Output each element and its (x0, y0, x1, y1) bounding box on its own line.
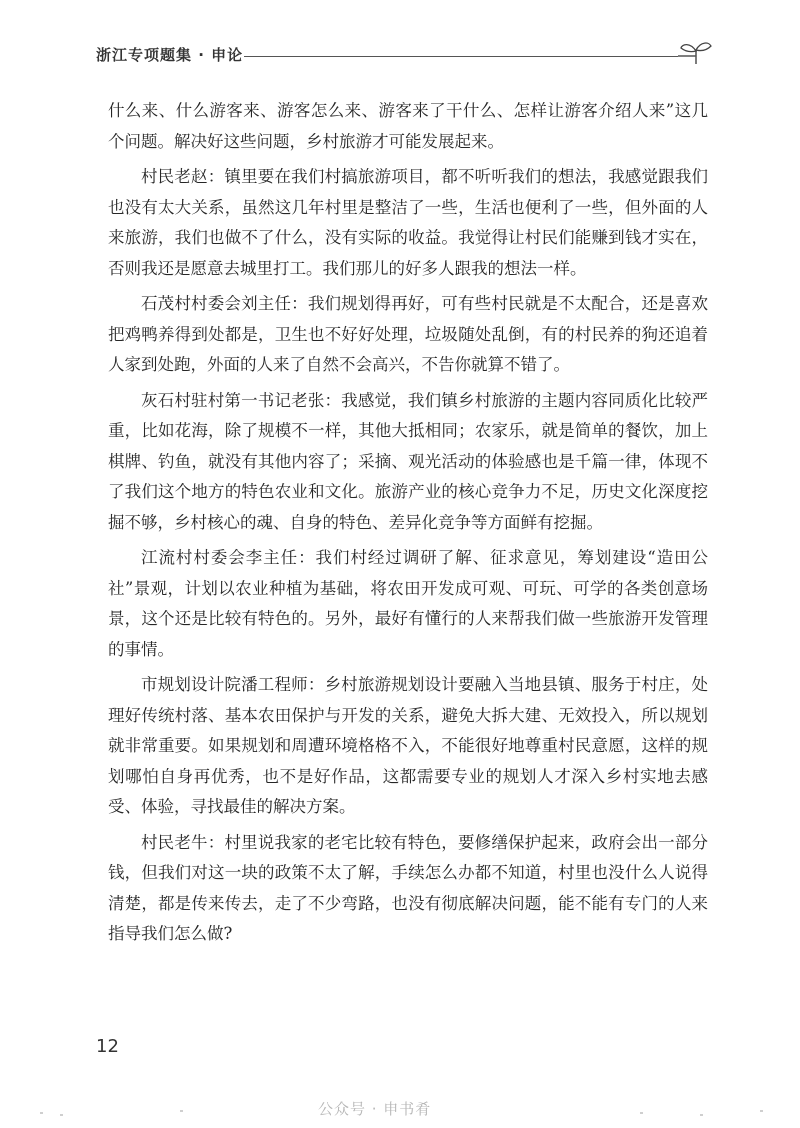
header-divider-line (244, 56, 678, 57)
scan-speck (180, 1110, 183, 1112)
paragraph-villager-niu: 村民老牛：村里说我家的老宅比较有特色，要修缮保护起来，政府会出一部分钱，但我们对这一块的政策不太了解，手续怎么办都不知道，村里也没什么人说得清楚，都是传来传去，走了不少弯路，也没有彻底解决问题，能不能有专门的人来指导我们怎么做? (108, 832, 708, 943)
sprout-icon (678, 38, 714, 68)
scan-speck (640, 1112, 643, 1114)
scan-speck (760, 1110, 763, 1112)
body-text (108, 96, 708, 955)
running-header (96, 38, 720, 78)
scan-watermark: 公众号 · 申书肴 (318, 1100, 432, 1118)
paragraph-huishi-zhang: 灰石村驻村第一书记老张：我感觉，我们镇乡村旅游的主题内容同质化比较严重，比如花海，除了规模不一样，其他大抵相同；农家乐，就是简单的餐饮，加上棋牌、钓鱼，就没有其他内容了；采摘、观光活动的体验感也是千篇一律，体现不了我们这个地方的特色农业和文化。旅游产业的核心竞争力不足，历史文化深度挖掘不够，乡村核心的魂、自身的特色、差异化竞争等方面鲜有挖掘。 (108, 390, 708, 532)
book-title: 浙江专项题集 · 申论 (96, 46, 244, 64)
paragraph-engineer-pan: 市规划设计院潘工程师：乡村旅游规划设计要融入当地县镇、服务于村庄，处理好传统村落、基本农田保护与开发的关系，避免大拆大建、无效投入，所以规划就非常重要。如果规划和周遭环境格格不入，不能很好地尊重村民意愿，这样的规划哪怕自身再优秀，也不是好作品，这都需要专业的规划人才深入乡村实地去感受、体验，寻找最佳的解决方案。 (108, 675, 708, 816)
scan-speck (40, 1112, 43, 1114)
page-number: 12 (96, 1036, 119, 1057)
scan-speck (60, 1114, 63, 1116)
paragraph-villager-zhao: 村民老赵：镇里要在我们村搞旅游项目，都不听听我们的想法，我感觉跟我们也没有太大关系，虽然这几年村里是整洁了一些，生活也便利了一些，但外面的人来旅游，我们也做不了什么，没有实际的收益。我觉得让村民们能赚到钱才实在，否则我还是愿意去城里打工。我们那儿的好多人跟我的想法一样。 (108, 167, 708, 278)
paragraph-jiangliu-li: 江流村村委会李主任：我们村经过调研了解、征求意见，筹划建设“造田公社”景观，计划以农业种植为基础，将农田开发成可观、可玩、可学的各类创意场景，这个还是比较有特色的。另外，最好有懂行的人来帮我们做一些旅游开发管理的事情。 (108, 548, 708, 659)
paragraph-continued: 什么来、什么游客来、游客怎么来、游客来了干什么、怎样让游客介绍人来”这几个问题。解决好这些问题，乡村旅游才可能发展起来。 (108, 101, 708, 151)
paragraph-shimao-liu: 石茂村村委会刘主任：我们规划得再好，可有些村民就是不太配合，还是喜欢把鸡鸭养得到处都是，卫生也不好好处理，垃圾随处乱倒，有的村民养的狗还追着人家到处跑，外面的人来了自然不会高兴，不告你就算不错了。 (108, 294, 708, 374)
scan-speck (700, 1114, 703, 1116)
